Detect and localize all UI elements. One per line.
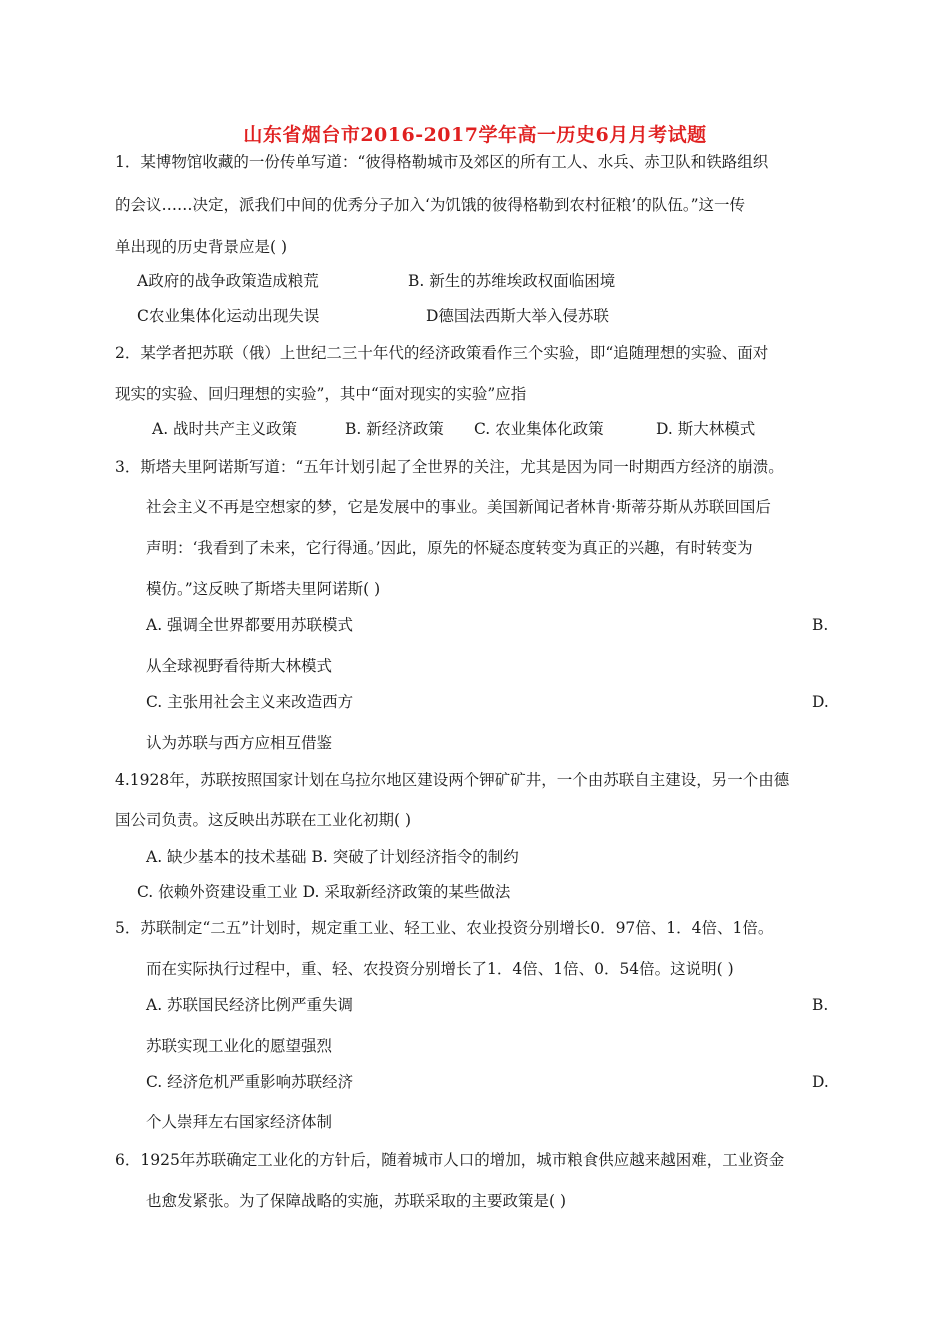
q5-option-a: A. 苏联国民经济比例严重失调 — [146, 996, 354, 1014]
q2-option-d: D. 斯大林模式 — [656, 420, 756, 438]
q3-stem-line-1: 3．斯塔夫里阿诺斯写道：“五年计划引起了全世界的关注，尤其是因为同一时期西方经济的崩溃。 — [115, 458, 784, 476]
q3-stem-line-2: 社会主义不再是空想家的梦，它是发展中的事业。美国新闻记者林肯·斯蒂芬斯从苏联回国后 — [146, 498, 771, 516]
q4-stem-line-1: 4.1928年，苏联按照国家计划在乌拉尔地区建设两个钾矿矿井，一个由苏联自主建设，另一个由德 — [115, 771, 790, 789]
q2-option-a: A. 战时共产主义政策 — [152, 420, 298, 438]
q3-option-d-letter: D. — [812, 693, 829, 711]
q6-stem-line-1: 6．1925年苏联确定工业化的方针后，随着城市人口的增加，城市粮食供应越来越困难，工业资金 — [115, 1151, 785, 1169]
q2-stem-line-1: 2．某学者把苏联（俄）上世纪二三十年代的经济政策看作三个实验，即“追随理想的实验、面对 — [115, 344, 769, 362]
q4-options-ab: A. 缺少基本的技术基础 B. 突破了计划经济指令的制约 — [146, 848, 519, 866]
q3-stem-line-3: 声明：‘我看到了未来，它行得通。’因此，原先的怀疑态度转变为真正的兴趣，有时转变为 — [146, 539, 753, 557]
q4-stem-line-2: 国公司负责。这反映出苏联在工业化初期( ) — [115, 811, 412, 829]
q3-stem-line-4: 模仿。”这反映了斯塔夫里阿诺斯( ) — [146, 580, 381, 598]
q5-option-d-letter: D. — [812, 1073, 829, 1091]
q3-option-b-letter: B. — [812, 616, 829, 634]
q5-stem-line-1: 5．苏联制定“二五”计划时，规定重工业、轻工业、农业投资分别增长0．97倍、1．4倍、1倍。 — [115, 919, 774, 937]
q5-option-b: 苏联实现工业化的愿望强烈 — [146, 1037, 333, 1055]
q2-option-b: B. 新经济政策 — [345, 420, 444, 438]
q5-option-c: C. 经济危机严重影响苏联经济 — [146, 1073, 354, 1091]
q6-stem-line-2: 也愈发紧张。为了保障战略的实施，苏联采取的主要政策是( ) — [146, 1192, 567, 1210]
q1-stem-line-3: 单出现的历史背景应是( ) — [115, 238, 288, 256]
q1-option-c: C农业集体化运动出现失误 — [137, 307, 320, 325]
q4-options-cd: C. 依赖外资建设重工业 D. 采取新经济政策的某些做法 — [137, 883, 511, 901]
q5-option-b-letter: B. — [812, 996, 829, 1014]
q3-option-c: C. 主张用社会主义来改造西方 — [146, 693, 354, 711]
q3-option-b: 从全球视野看待斯大林模式 — [146, 657, 333, 675]
q1-stem-line-1: 1．某博物馆收藏的一份传单写道：“彼得格勒城市及郊区的所有工人、水兵、赤卫队和铁路组织 — [115, 153, 769, 171]
q2-stem-line-2: 现实的实验、回归理想的实验”，其中“面对现实的实验”应指 — [115, 385, 527, 403]
document-title: 山东省烟台市2016-2017学年高一历史6月月考试题 — [243, 124, 707, 146]
q5-option-d: 个人崇拜左右国家经济体制 — [146, 1113, 333, 1131]
q1-option-b: B. 新生的苏维埃政权面临困境 — [408, 272, 616, 290]
q3-option-a: A. 强调全世界都要用苏联模式 — [146, 616, 354, 634]
q3-option-d: 认为苏联与西方应相互借鉴 — [146, 734, 333, 752]
q1-option-d: D德国法西斯大举入侵苏联 — [426, 307, 609, 325]
q1-option-a: A政府的战争政策造成粮荒 — [137, 272, 319, 290]
q1-stem-line-2: 的会议……决定，派我们中间的优秀分子加入‘为饥饿的彼得格勒到农村征粮’的队伍。”这一传 — [115, 196, 746, 214]
q2-option-c: C. 农业集体化政策 — [474, 420, 604, 438]
q5-stem-line-2: 而在实际执行过程中，重、轻、农投资分别增长了1．4倍、1倍、0．54倍。这说明( ) — [146, 960, 734, 978]
